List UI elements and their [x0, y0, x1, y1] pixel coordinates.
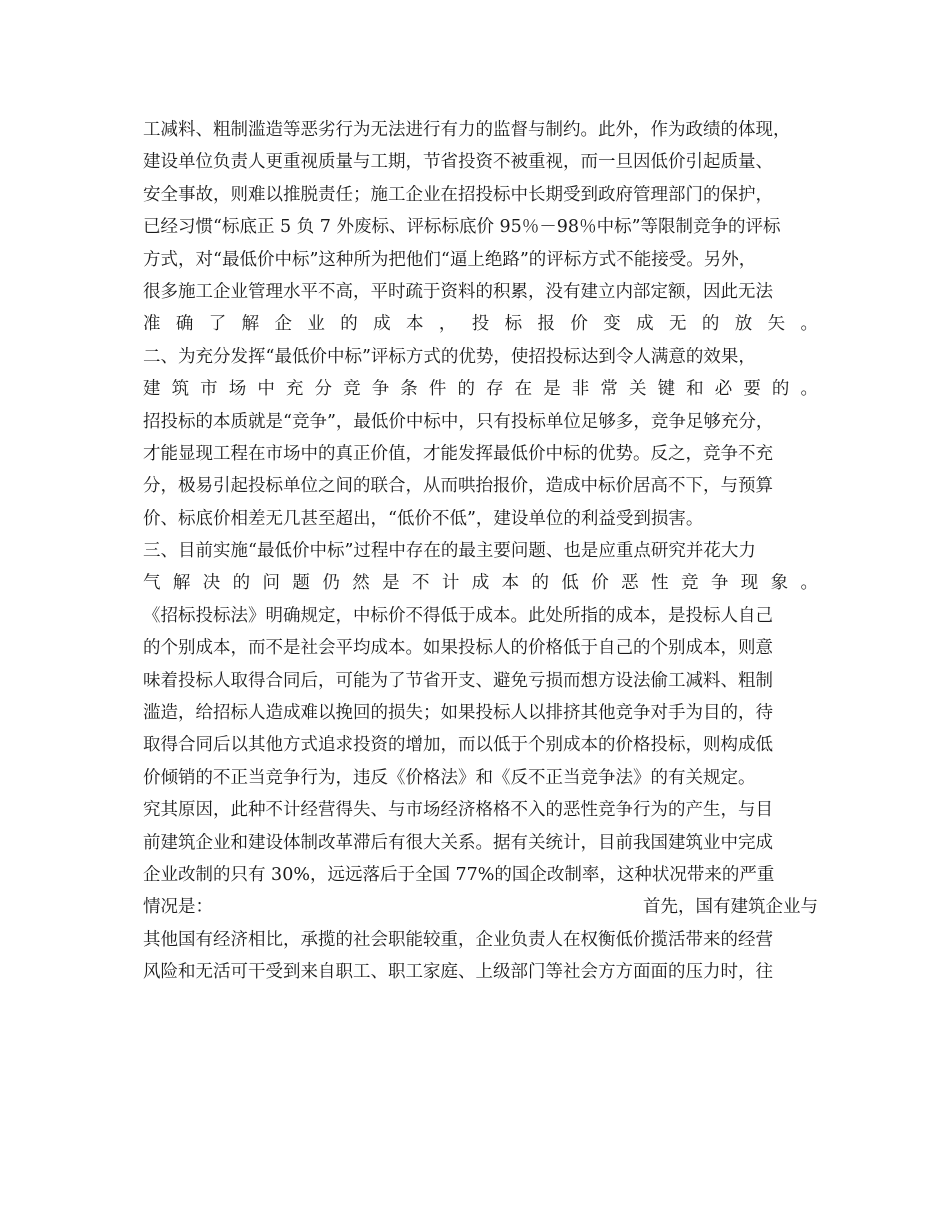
text-line: 价倾销的不正当竞争行为，违反《价格法》和《反不正当竞争法》的有关规定。	[143, 767, 756, 788]
text-line: 其他国有经济相比，承揽的社会职能较重，企业负责人在权衡低价揽活带来的经营	[143, 929, 773, 950]
text-line-right: 首先，国有建筑企业与	[643, 897, 818, 918]
text-line: 味着投标人取得合同后，可能为了节省开支、避免亏损而想方设法偷工减料、粗制	[143, 670, 773, 691]
text-line-left: 情况是：	[143, 897, 213, 918]
text-line: 建筑市场中充分竞争条件的存在是非常关键和必要的。	[143, 379, 818, 400]
text-line-split	[143, 891, 818, 923]
text-line: 已经习惯“标底正 5 负 7 外废标、评标标底价 95％－98％中标”等限制竞争的评标	[143, 217, 781, 238]
body-text	[143, 114, 818, 989]
text-line: 取得合同后以其他方式追求投资的增加，而以低于个别成本的价格投标，则构成低	[143, 735, 773, 756]
text-line: 前建筑企业和建设体制改革滞后有很大关系。据有关统计，目前我国建筑业中完成	[143, 832, 773, 853]
text-line: 招投标的本质就是“竞争”，最低价中标中，只有投标单位足够多，竞争足够充分，	[143, 411, 774, 432]
text-line: 风险和无活可干受到来自职工、职工家庭、上级部门等社会方方面面的压力时，往	[143, 962, 773, 983]
text-line: 价、标底价相差无几甚至超出，“低价不低”，建设单位的利益受到损害。	[143, 508, 704, 529]
text-line: 三、目前实施“最低价中标”过程中存在的最主要问题、也是应重点研究并花大力	[143, 541, 756, 562]
text-line: 究其原因，此种不计经营得失、与市场经济格格不入的恶性竞争行为的产生，与目	[143, 800, 773, 821]
text-line: 安全事故，则难以推脱责任；施工企业在招投标中长期受到政府管理部门的保护，	[143, 184, 773, 205]
text-line: 二、为充分发挥“最低价中标”评标方式的优势，使招投标达到令人满意的效果，	[143, 346, 756, 367]
text-line: 滥造，给招标人造成难以挽回的损失；如果投标人以排挤其他竞争对手为目的，待	[143, 703, 773, 724]
text-line: 企业改制的只有 30%，远远落后于全国 77%的国企改制率，这种状况带来的严重	[143, 864, 775, 885]
text-line: 方式，对“最低价中标”这种所为把他们“逼上绝路”的评标方式不能接受。另外，	[143, 249, 757, 270]
text-line: 工减料、粗制滥造等恶劣行为无法进行有力的监督与制约。此外，作为政绩的体现，	[143, 120, 791, 140]
text-line: 气解决的问题仍然是不计成本的低价恶性竞争现象。	[143, 573, 818, 594]
text-line: 准确了解企业的成本，投标报价变成无的放矢。	[143, 314, 818, 335]
text-line: 《招标投标法》明确规定，中标价不得低于成本。此处所指的成本，是投标人自己	[143, 605, 773, 626]
text-line: 分，极易引起投标单位之间的联合，从而哄抬报价，造成中标价居高不下，与预算	[143, 476, 773, 497]
text-line: 建设单位负责人更重视质量与工期，节省投资不被重视，而一旦因低价引起质量、	[143, 152, 773, 173]
text-line: 才能显现工程在市场中的真正价值，才能发挥最低价中标的优势。反之，竞争不充	[143, 443, 773, 464]
text-line: 很多施工企业管理水平不高，平时疏于资料的积累，没有建立内部定额，因此无法	[143, 281, 773, 302]
text-line: 的个别成本，而不是社会平均成本。如果投标人的价格低于自己的个别成本，则意	[143, 638, 773, 659]
